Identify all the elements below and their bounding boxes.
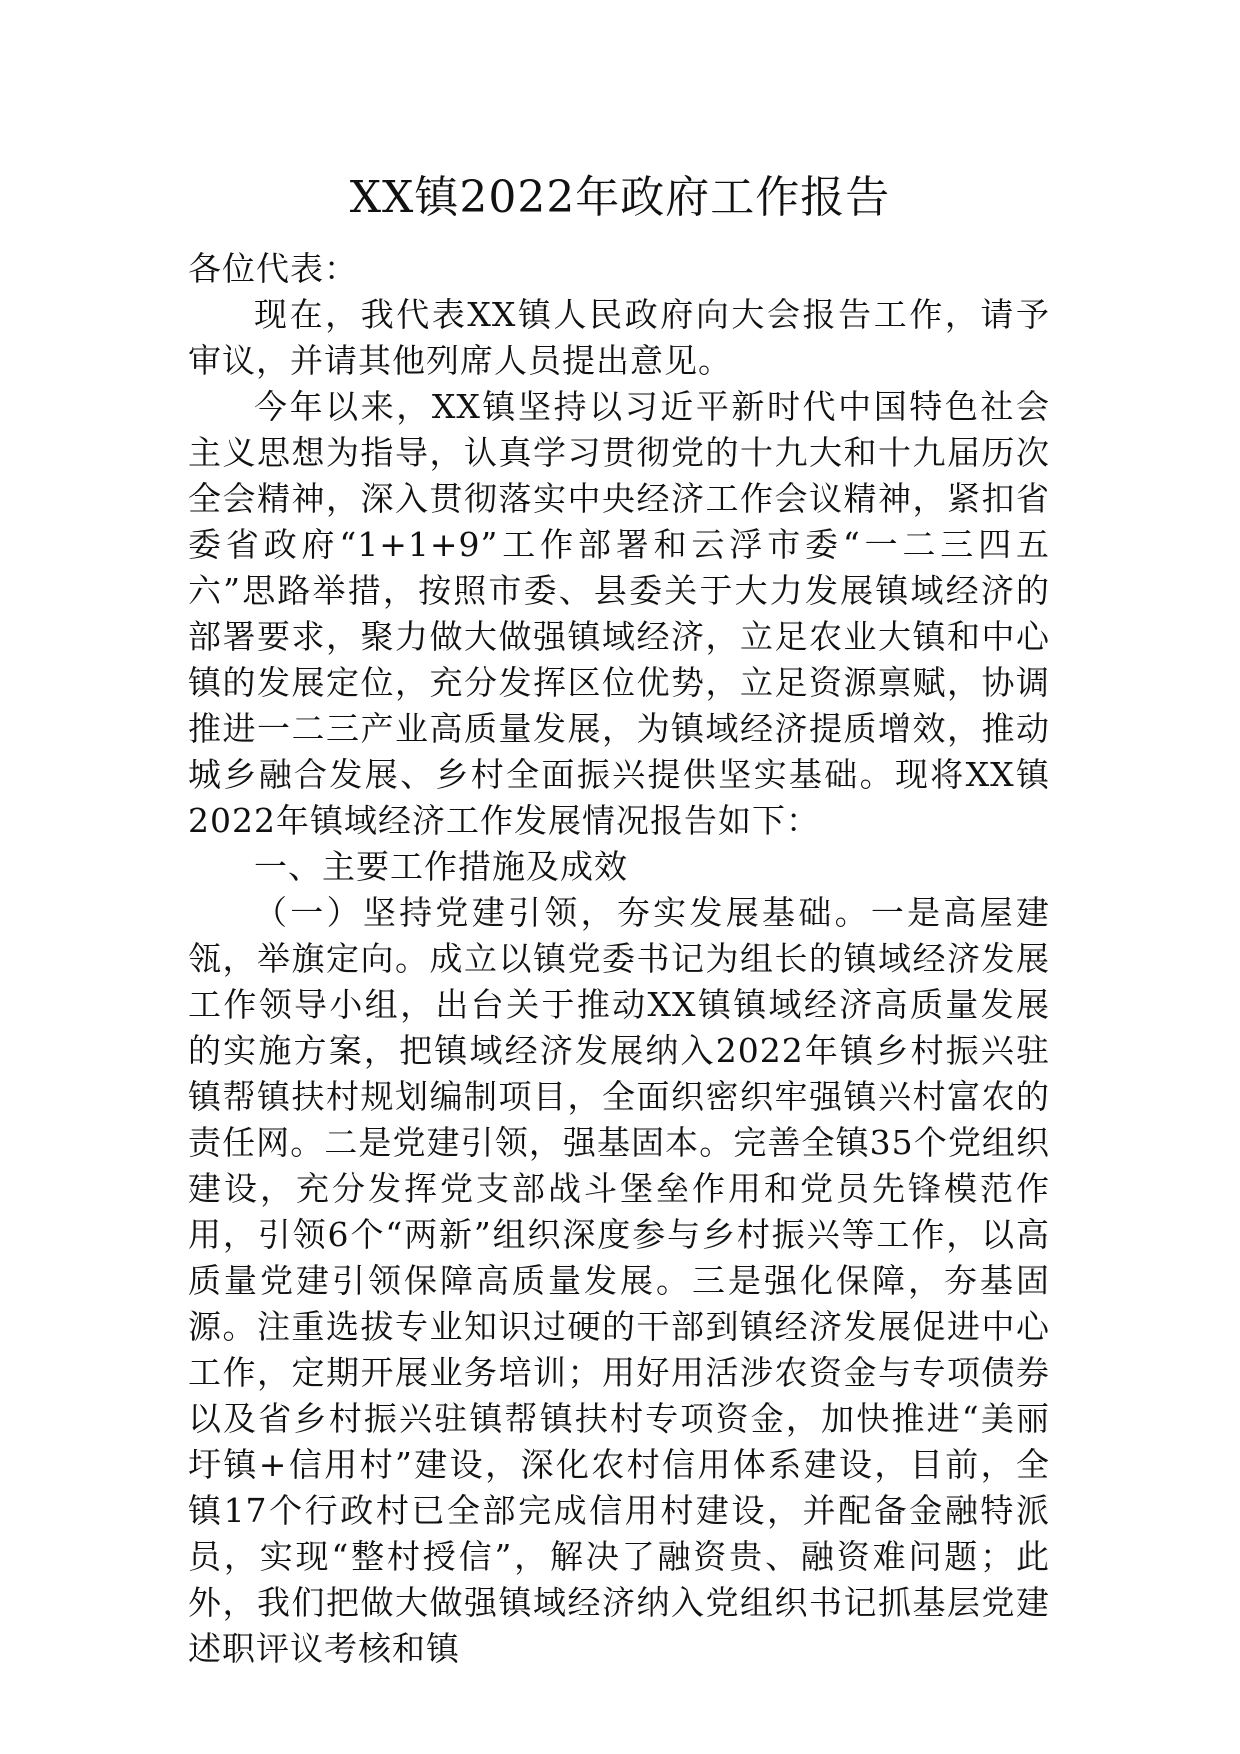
overview-paragraph: 今年以来，XX镇坚持以习近平新时代中国特色社会主义思想为指导，认真学习贯彻党的十九大和十九届历次全会精神，深入贯彻落实中央经济工作会议精神，紧扣省委省政府“1+1+9”工作部署和云浮市委“一二三四五六”思路举措，按照市委、县委关于大力发展镇域经济的部署要求，聚力做大做强镇域经济，立足农业大镇和中心镇的发展定位，充分发挥区位优势，立足资源禀赋，协调推进一二三产业高质量发展，为镇域经济提质增效，推动城乡融合发展、乡村全面振兴提供坚实基础。现将XX镇2022年镇域经济工作发展情况报告如下：: [188, 387, 1050, 840]
intro-paragraph: 现在，我代表XX镇人民政府向大会报告工作，请予审议，并请其他列席人员提出意见。: [188, 295, 1050, 380]
salutation: 各位代表：: [188, 249, 358, 288]
section-heading: 一、主要工作措施及成效: [254, 847, 628, 886]
document-title: XX镇2022年政府工作报告: [349, 172, 891, 223]
section-paragraph: （一）坚持党建引领，夯实发展基础。一是高屋建瓴，举旗定向。成立以镇党委书记为组长的镇域经济发展工作领导小组，出台关于推动XX镇镇域经济高质量发展的实施方案，把镇域经济发展纳入2022年镇乡村振兴驻镇帮镇扶村规划编制项目，全面织密织牢强镇兴村富农的责任网。二是党建引领，强基固本。完善全镇35个党组织建设，充分发挥党支部战斗堡垒作用和党员先锋模范作用，引领6个“两新”组织深度参与乡村振兴等工作，以高质量党建引领保障高质量发展。三是强化保障，夯基固源。注重选拔专业知识过硬的干部到镇经济发展促进中心工作，定期开展业务培训；用好用活涉农资金与专项债券以及省乡村振兴驻镇帮镇扶村专项资金，加快推进“美丽圩镇+信用村”建设，深化农村信用体系建设，目前，全镇17个行政村已全部完成信用村建设，并配备金融特派员，实现“整村授信”，解决了融资贵、融资难问题；此外，我们把做大做强镇域经济纳入党组织书记抓基层党建述职评议考核和镇: [188, 893, 1050, 1668]
document-body: [188, 246, 1050, 1672]
